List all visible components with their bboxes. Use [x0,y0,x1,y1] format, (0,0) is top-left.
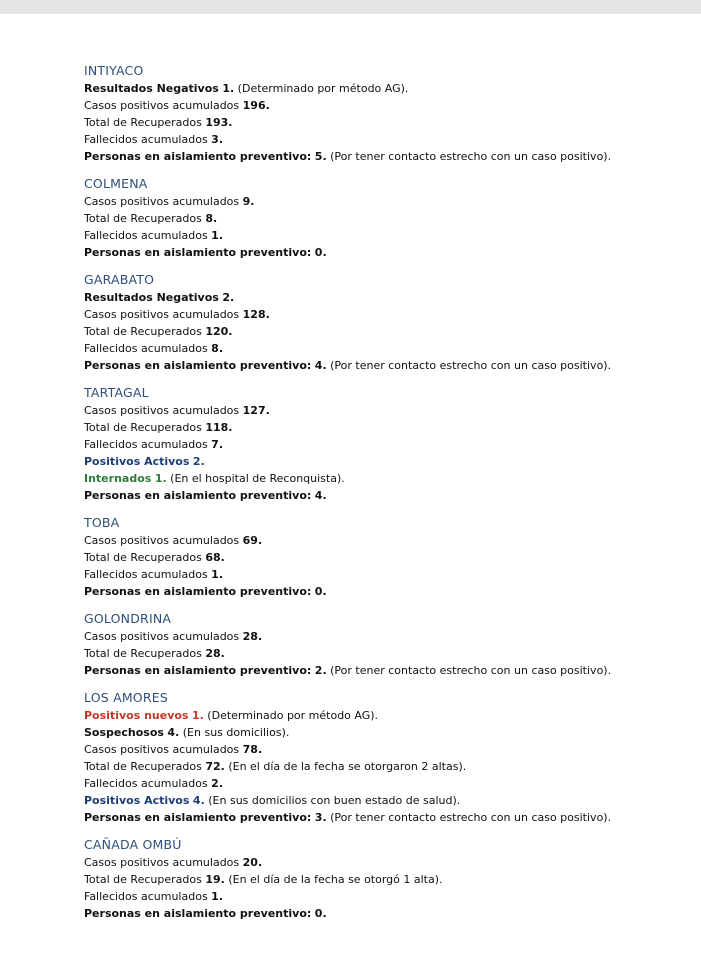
stat-note: (En el hospital de Reconquista). [166,472,345,485]
stat-label: Internados [84,472,152,485]
locality-section [84,175,684,261]
stat-label: Personas en aislamiento preventivo: [84,150,312,163]
stat-value: 8. [205,212,218,225]
stat-label: Positivos Activos [84,794,190,807]
stat-value: 0. [314,246,327,259]
stat-note: (Por tener contacto estrecho con un caso positivo). [326,359,612,372]
stat-value: 0. [314,585,327,598]
stat-line [84,775,684,792]
stat-note: (En sus domicilios con buen estado de salud). [204,794,461,807]
stat-line [84,80,684,97]
stat-note: (Por tener contacto estrecho con un caso positivo). [326,150,612,163]
stat-label: Total de Recuperados [84,116,202,129]
stat-value: 127. [242,404,270,417]
locality-section [84,271,684,374]
stat-line [84,792,684,809]
stat-value: 193. [205,116,233,129]
stat-value: 20. [242,856,263,869]
stat-value: 3. [314,811,327,824]
locality-section [84,514,684,600]
stat-label: Total de Recuperados [84,647,202,660]
stat-line [84,97,684,114]
stat-line [84,402,684,419]
stat-value: 2. [314,664,327,677]
stat-value: 1. [222,82,235,95]
stat-line [84,227,684,244]
stat-note: (En el día de la fecha se otorgó 1 alta). [224,873,443,886]
stat-line [84,758,684,775]
stat-note: (Determinado por método AG). [203,709,379,722]
stat-label: Casos positivos acumulados [84,308,240,321]
stat-line [84,532,684,549]
stat-value: 4. [314,359,327,372]
stat-label: Casos positivos acumulados [84,743,240,756]
stat-line [84,662,684,679]
stat-label: Fallecidos acumulados [84,438,208,451]
stat-value: 4. [314,489,327,502]
stat-label: Personas en aislamiento preventivo: [84,359,312,372]
stat-line [84,854,684,871]
stat-value: 28. [205,647,225,660]
stat-label: Positivos nuevos [84,709,189,722]
stat-value: 7. [211,438,224,451]
stat-value: 1. [211,568,224,581]
stat-line [84,487,684,504]
stat-note: (En sus domicilios). [179,726,290,739]
stat-value: 78. [242,743,263,756]
stat-label: Casos positivos acumulados [84,534,240,547]
locality-section [84,384,684,504]
locality-section [84,610,684,679]
stat-value: 9. [242,195,255,208]
stat-value: 69. [242,534,263,547]
stat-note: (Determinado por método AG). [234,82,409,95]
stat-line [84,645,684,662]
locality-section [84,62,684,165]
stat-label: Positivos Activos [84,455,190,468]
stat-note: (En el día de la fecha se otorgaron 2 altas). [224,760,467,773]
stat-line [84,888,684,905]
stat-value: 8. [211,342,224,355]
locality-title: LOS AMORES [84,690,168,705]
stat-value: 28. [242,630,263,643]
stat-value: 4. [192,794,205,807]
locality-title: COLMENA [84,176,148,191]
stat-label: Total de Recuperados [84,551,202,564]
stat-value: 0. [314,907,327,920]
locality-title: GARABATO [84,272,155,287]
stat-line [84,357,684,374]
stat-line [84,419,684,436]
locality-title: CAÑADA OMBÚ [84,837,182,852]
stat-line [84,724,684,741]
stat-label: Casos positivos acumulados [84,856,240,869]
document-body [84,62,684,932]
locality-title: INTIYACO [84,63,144,78]
stat-label: Personas en aislamiento preventivo: [84,585,312,598]
locality-section [84,689,684,826]
stat-value: 3. [211,133,224,146]
stat-label: Fallecidos acumulados [84,568,208,581]
stat-label: Total de Recuperados [84,212,202,225]
stat-line [84,905,684,922]
stat-label: Personas en aislamiento preventivo: [84,811,312,824]
stat-line [84,566,684,583]
stat-note: (Por tener contacto estrecho con un caso positivo). [326,664,612,677]
stat-label: Sospechosos [84,726,164,739]
stat-line [84,193,684,210]
stat-label: Resultados Negativos [84,291,219,304]
stat-value: 1. [154,472,167,485]
stat-line [84,453,684,470]
stat-value: 1. [211,229,224,242]
stat-label: Total de Recuperados [84,873,202,886]
stat-line [84,583,684,600]
stat-line [84,436,684,453]
stat-label: Personas en aislamiento preventivo: [84,664,312,677]
stat-value: 120. [205,325,233,338]
stat-line [84,306,684,323]
stat-line [84,210,684,227]
stat-label: Casos positivos acumulados [84,99,240,112]
stat-label: Total de Recuperados [84,421,202,434]
stat-note: (Por tener contacto estrecho con un caso positivo). [326,811,612,824]
stat-line [84,131,684,148]
stat-label: Fallecidos acumulados [84,133,208,146]
stat-value: 2. [192,455,205,468]
stat-line [84,628,684,645]
stat-value: 5. [314,150,327,163]
locality-title: TOBA [84,515,120,530]
stat-line [84,741,684,758]
stat-label: Personas en aislamiento preventivo: [84,246,312,259]
stat-line [84,244,684,261]
stat-line [84,470,684,487]
top-gray-bar [0,0,701,14]
locality-title: TARTAGAL [84,385,149,400]
stat-line [84,809,684,826]
stat-label: Total de Recuperados [84,325,202,338]
stat-value: 19. [205,873,225,886]
stat-label: Total de Recuperados [84,760,202,773]
stat-line [84,707,684,724]
stat-line [84,323,684,340]
stat-label: Casos positivos acumulados [84,195,240,208]
stat-line [84,148,684,165]
stat-line [84,114,684,131]
stat-label: Personas en aislamiento preventivo: [84,489,312,502]
stat-value: 2. [211,777,224,790]
stat-value: 68. [205,551,225,564]
stat-label: Fallecidos acumulados [84,777,208,790]
stat-line [84,871,684,888]
stat-line [84,289,684,306]
locality-title: GOLONDRINA [84,611,172,626]
stat-label: Resultados Negativos [84,82,219,95]
stat-value: 1. [211,890,224,903]
stat-value: 118. [205,421,233,434]
locality-section [84,836,684,922]
stat-label: Casos positivos acumulados [84,630,240,643]
stat-value: 128. [242,308,270,321]
stat-value: 72. [205,760,225,773]
stat-value: 196. [242,99,270,112]
stat-value: 4. [167,726,180,739]
stat-label: Fallecidos acumulados [84,342,208,355]
stat-label: Fallecidos acumulados [84,229,208,242]
stat-line [84,549,684,566]
stat-label: Fallecidos acumulados [84,890,208,903]
stat-value: 1. [191,709,204,722]
stat-value: 2. [222,291,235,304]
stat-line [84,340,684,357]
stat-label: Personas en aislamiento preventivo: [84,907,312,920]
stat-label: Casos positivos acumulados [84,404,240,417]
